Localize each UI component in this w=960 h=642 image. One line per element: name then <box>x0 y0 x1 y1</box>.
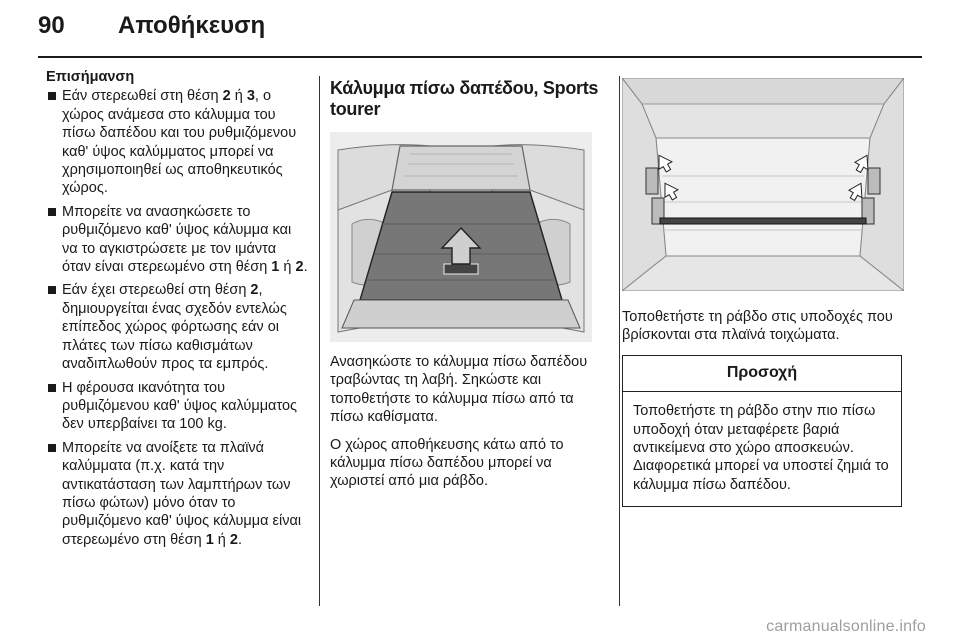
column-divider-left <box>319 76 320 606</box>
page-title: Αποθήκευση <box>118 12 266 39</box>
cargo-floor-cover-illustration <box>330 132 592 342</box>
note-bullet-2: Μπορείτε να ανασηκώσετε το ρυθμιζόμενο καθ' ύψος κάλυμμα και να το αγκιστρώσετε με τον ιμάντα όταν είναι στερεωμένο στη θέση 1 ή 2. <box>46 203 308 277</box>
note-column <box>46 68 308 554</box>
caution-body: Τοποθετήστε τη ράβδο στην πιο πίσω υποδοχή όταν μεταφέρετε βαριά αντικείμενα στο χώρο αποσκευών. Διαφορετικά μπορεί να υποστεί ζημιά το κάλυμμα πίσω δαπέδου. <box>633 403 889 493</box>
note-bullet-4: Η φέρουσα ικανότητα του ρυθμιζόμενου καθ' ύψος καλύμματος δεν υπερβαίνει τα 100 kg. <box>46 379 308 434</box>
header-rule <box>38 56 922 58</box>
section-paragraph-1: Ανασηκώστε το κάλυμμα πίσω δαπέδου τραβώντας τη λαβή. Σηκώστε και τοποθετήστε το κάλυμμα πίσω από τα πίσω καθίσματα. <box>330 354 588 426</box>
note-title: Επισήμανση <box>46 69 135 85</box>
floor-cover-lift-drawing <box>330 132 592 342</box>
caution-title: Προσοχή <box>623 356 901 392</box>
right-column <box>622 68 902 507</box>
page-number: 90 <box>38 12 65 39</box>
note-bullet-5: Μπορείτε να ανοίξετε τα πλαϊνά καλύμματα (π.χ. κατά την αντικατάσταση των λαμπτήρων των πίσω φώτων) μόνο όταν το ρυθμιζόμενο καθ' ύψος κάλυμμα είναι στερεωμένο στη θέση 1 ή 2. <box>46 439 308 549</box>
note-bullet-1: Εάν στερεωθεί στη θέση 2 ή 3, ο χώρος ανάμεσα στο κάλυμμα του πίσω δαπέδου και του ρυθμιζόμενου καθ' ύψος καλύμματος μπορεί να χρησιμοποιηθεί ως αποθηκευτικός χώρος. <box>46 87 308 197</box>
caution-box <box>622 355 902 507</box>
column-divider-right <box>619 76 620 606</box>
section-paragraph-2: Ο χώρος αποθήκευσης κάτω από το κάλυμμα πίσω δαπέδου μπορεί να χωριστεί από μια ράβδο. <box>330 436 564 490</box>
watermark: carmanualsonline.info <box>766 618 926 635</box>
page-header <box>38 10 922 56</box>
divider-rod-drawing <box>622 78 904 291</box>
section-column <box>330 68 604 500</box>
divider-caption: Τοποθετήστε τη ράβδο στις υποδοχές που βρίσκονται στα πλαϊνά τοιχώματα. <box>622 309 893 344</box>
note-bullets <box>46 87 308 549</box>
note-bullet-3: Εάν έχει στερεωθεί στη θέση 2, δημιουργείται ένας σχεδόν εντελώς επίπεδος χώρος φόρτωσης εάν οι πλάτες των πίσω καθισμάτων αναδιπλωθούν προς τα εμπρός. <box>46 281 308 373</box>
section-heading: Κάλυμμα πίσω δαπέδου, Sports tourer <box>330 78 599 119</box>
divider-rod-illustration <box>622 78 904 291</box>
